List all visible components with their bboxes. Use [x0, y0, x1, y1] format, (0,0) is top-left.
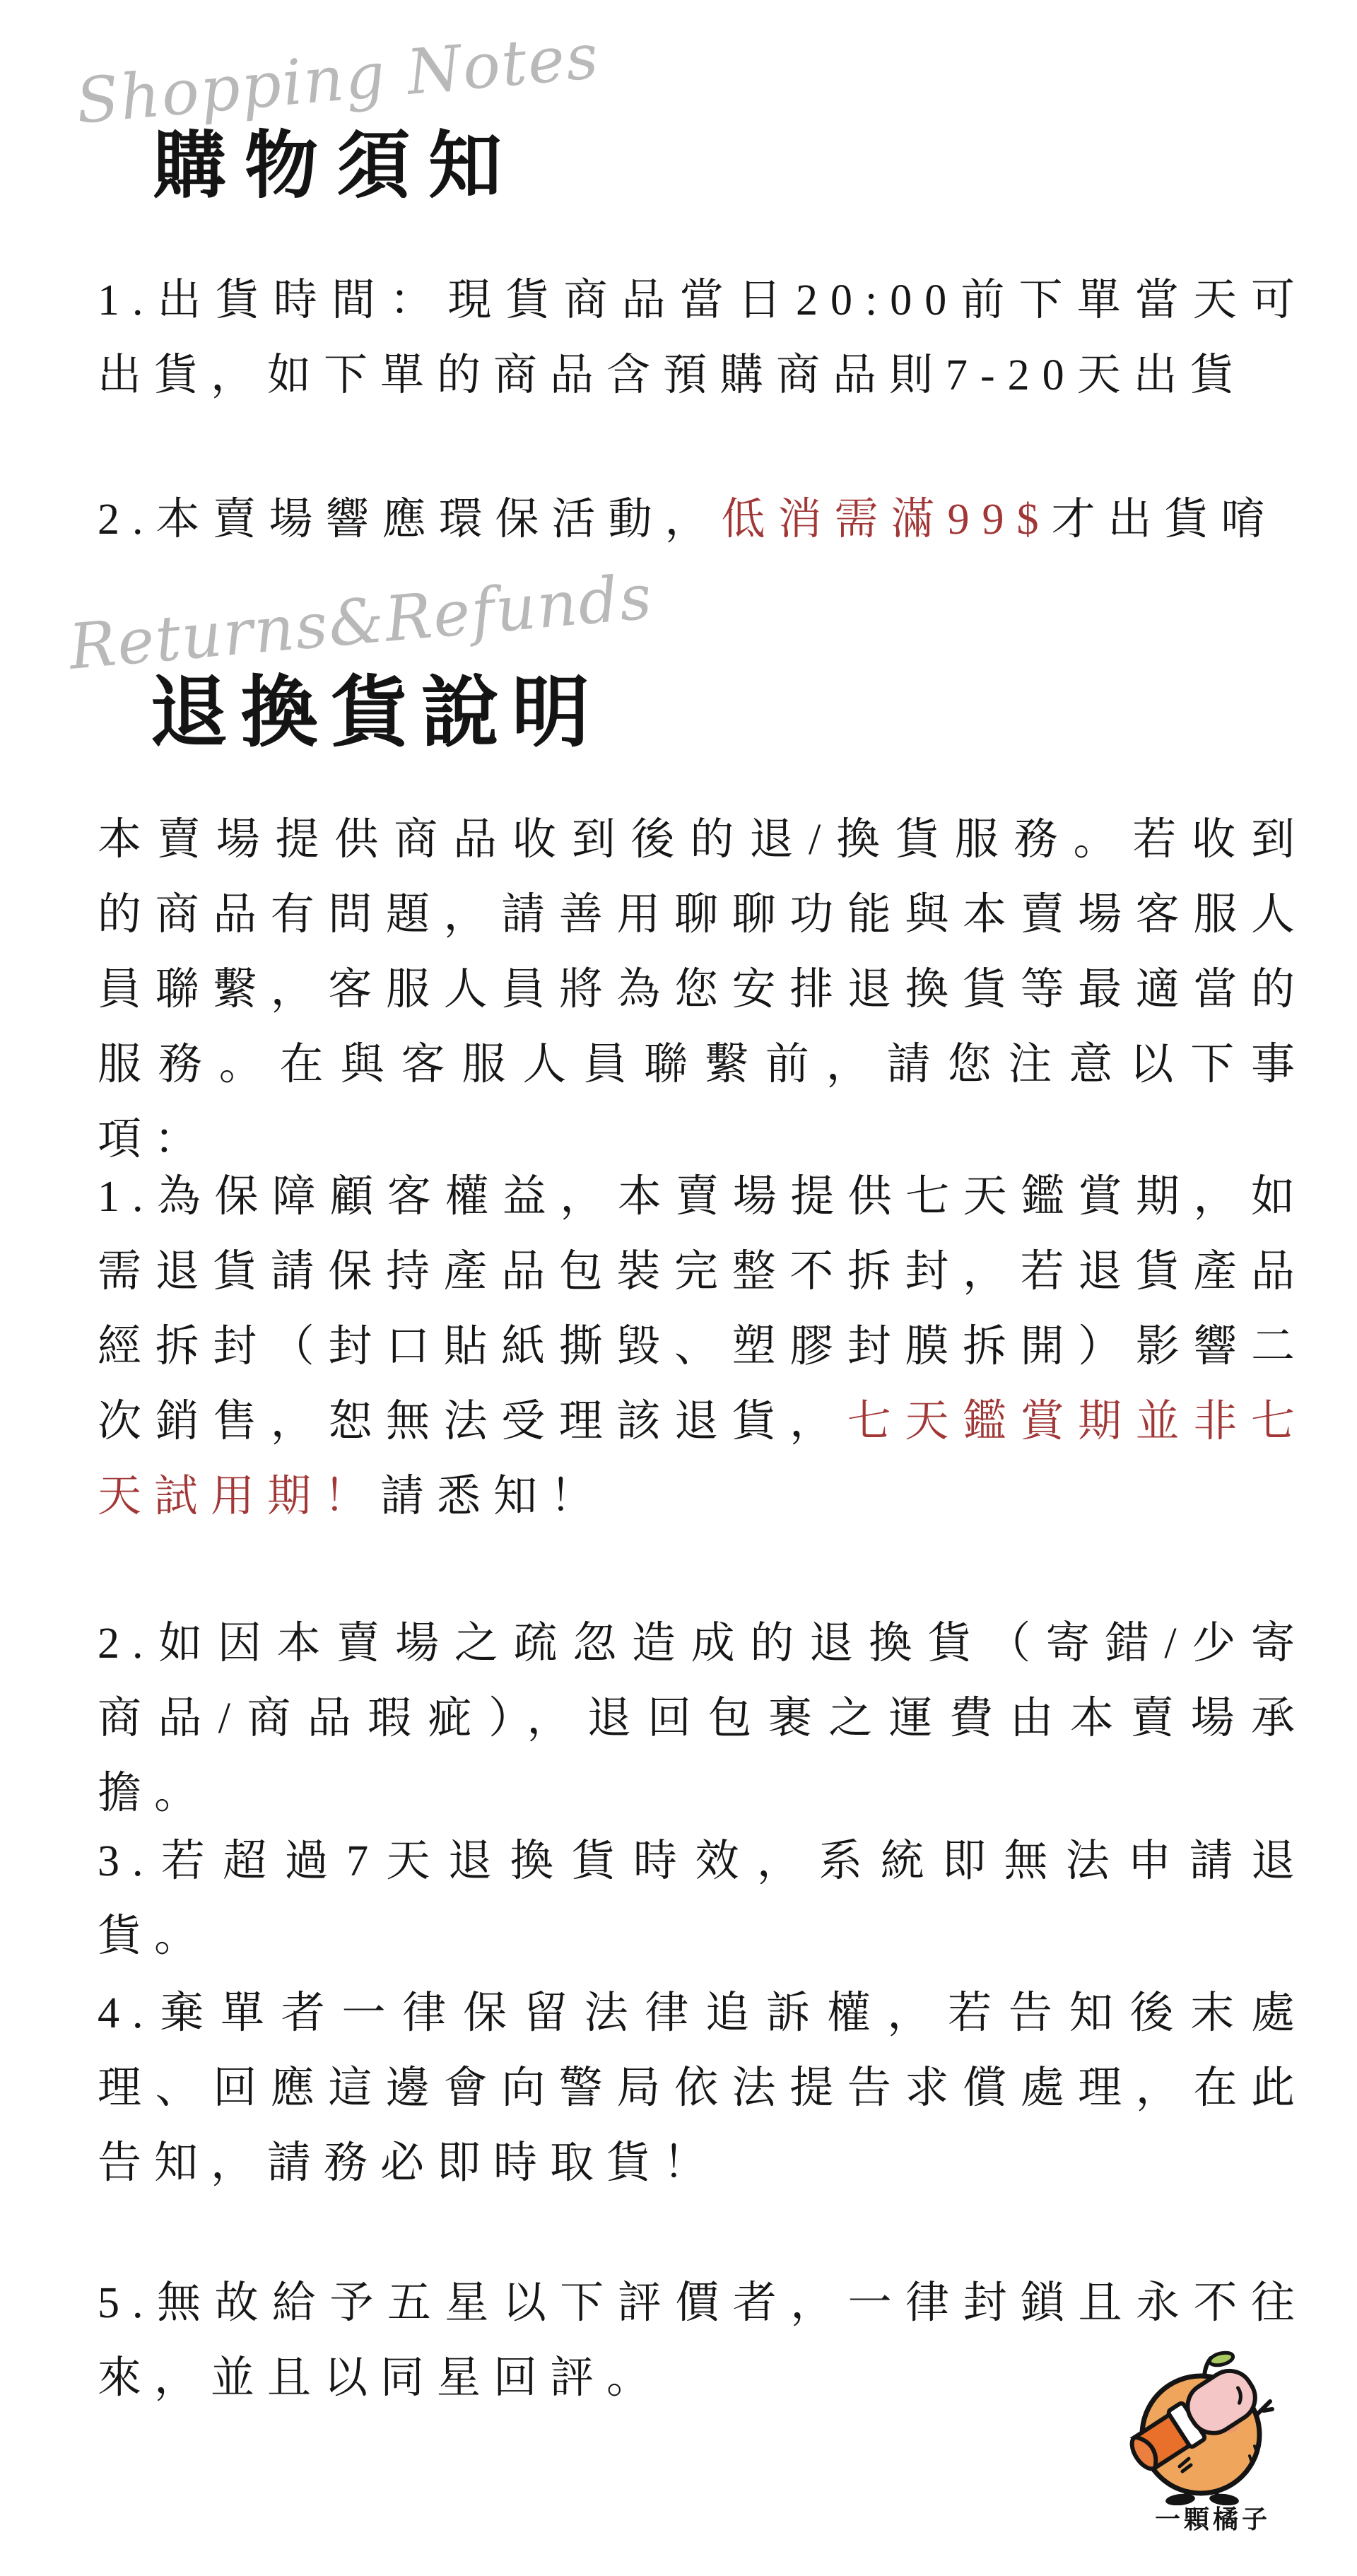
returns-item-2-paragraph: 2.如因本賣場之疏忽造成的退換貨（寄錯/少寄商品/商品瑕疵），退回包裹之運費由本賣場承擔。: [98, 1620, 1308, 1817]
orange-mascot-illustration: [1125, 2348, 1275, 2505]
shipping-time-paragraph: 1.出貨時間：現貨商品當日20:00前下單當天可出貨，如下單的商品含預購商品則7-20天出貨: [98, 276, 1308, 399]
returns-intro-paragraph: 本賣場提供商品收到後的退/換貨服務。若收到的商品有問題，請善用聊聊功能與本賣場客服人員聯繫，客服人員將為您安排退換貨等最適當的服務。在與客服人員聯繫前，請您注意以下事項：: [98, 816, 1308, 1164]
minimum-spend-text-after: 才出貨唷: [1051, 496, 1278, 544]
minimum-spend-paragraph: [98, 482, 1308, 557]
returns-item-1-text-after: 請悉知！: [380, 1473, 607, 1521]
returns-item-1-highlight: 七天鑑賞期並非七天試用期！: [98, 1398, 1308, 1521]
mascot-leaf-icon: [1209, 2350, 1235, 2367]
brand-name: 一顆橘子: [1155, 2505, 1271, 2534]
returns-refunds-title: 退換貨說明: [150, 670, 602, 756]
returns-refunds-script-label: Returns&Refunds: [66, 559, 656, 684]
mascot-waving-arm: [1257, 2401, 1272, 2415]
returns-item-1-paragraph: [98, 1159, 1308, 1534]
returns-item-3-paragraph: 3.若超過7天退換貨時效，系統即無法申請退貨。: [98, 1837, 1308, 1960]
minimum-spend-highlight: 低消需滿99$: [721, 496, 1052, 544]
returns-item-4-paragraph: 4.棄單者一律保留法律追訴權，若告知後末處理、回應這邊會向警局依法提告求償處理，在此告知，請務必即時取貨！: [98, 1989, 1308, 2187]
returns-item-1-text-before: 1.為保障顧客權益，本賣場提供七天鑑賞期，如需退貨請保持產品包裝完整不拆封，若退貨產品經拆封（封口貼紙撕毀、塑膠封膜拆開）影響二次銷售，恕無法受理該退貨，: [98, 1173, 1308, 1446]
returns-item-5-paragraph: 5.無故給予五星以下評價者，一律封鎖且永不往來，並且以同星回評。: [98, 2279, 1308, 2402]
shopping-notes-script-label: Shopping Notes: [73, 19, 602, 138]
minimum-spend-text-before: 2.本賣場響應環保活動，: [98, 496, 722, 544]
shopping-notes-title: 購物須知: [153, 126, 521, 207]
